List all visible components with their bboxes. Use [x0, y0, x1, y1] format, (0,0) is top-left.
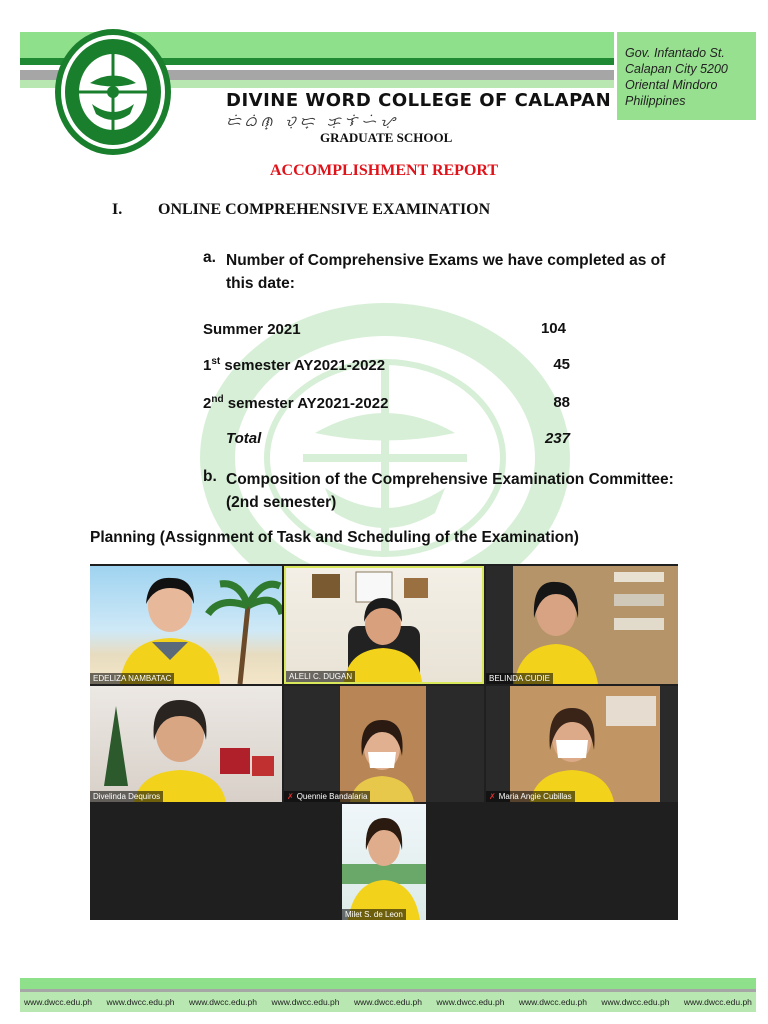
department-name: GRADUATE SCHOOL [320, 130, 453, 145]
college-seal-icon [54, 28, 172, 156]
footer-website-link[interactable]: www.dwcc.edu.ph [24, 997, 93, 1007]
item-a-text: Number of Comprehensive Exams we have completed as of this date: [226, 252, 666, 292]
address-box [617, 32, 756, 120]
participant-name: ALELI C. DUGAN [286, 671, 355, 682]
footer-band-green [20, 978, 756, 989]
participant-avatar [284, 686, 484, 802]
video-call-screenshot [90, 564, 678, 920]
exam-row-value: 104 [540, 320, 566, 337]
address-line: Oriental Mindoro [625, 78, 718, 92]
video-tile [342, 804, 426, 920]
footer-website-link[interactable]: www.dwcc.edu.ph [106, 997, 175, 1007]
participant-name: ✗ Maria Angie Cubillas [486, 791, 575, 802]
footer-website-link[interactable]: www.dwcc.edu.ph [188, 997, 258, 1007]
report-title: ACCOMPLISHMENT REPORT [270, 162, 499, 179]
exam-row-label: 1st semester AY2021-2022 [203, 356, 386, 374]
baybayin-script-line: ᜇᜒᜊᜒᜈ᜔ ᜏᜓᜇ᜔ ᜃᜓᜎᜒᜑᜒᜌᜓ [226, 114, 399, 130]
address-line: Philippines [625, 94, 686, 108]
participant-avatar [486, 566, 678, 684]
exam-row-value: 45 [553, 356, 570, 373]
address-line: Gov. Infantado St. [625, 46, 725, 60]
video-tile [90, 686, 282, 802]
section-title: ONLINE COMPREHENSIVE EXAMINATION [158, 201, 491, 218]
participant-name: Divelinda Dequiros [90, 791, 163, 802]
footer-link-bar [20, 992, 756, 1012]
video-tile [486, 566, 678, 684]
footer-website-link[interactable]: www.dwcc.edu.ph [683, 997, 752, 1007]
planning-heading: Planning (Assignment of Task and Scheduling of the Examination) [90, 529, 579, 546]
item-b-text: Composition of the Comprehensive Examination Committee: (2nd semester) [226, 471, 674, 511]
total-label: Total [226, 430, 262, 447]
mic-muted-icon: ✗ [287, 792, 294, 801]
mic-muted-icon: ✗ [489, 792, 496, 801]
participant-avatar [90, 566, 282, 684]
section-number: I. [112, 201, 123, 218]
footer-website-link[interactable]: www.dwcc.edu.ph [436, 997, 505, 1007]
item-a-marker: a. [203, 249, 216, 266]
video-tile [486, 686, 678, 802]
participant-avatar [90, 686, 282, 802]
video-tile [284, 566, 484, 684]
participant-name: Milet S. de Leon [342, 909, 406, 920]
address-line: Calapan City 5200 [625, 62, 728, 76]
footer-website-link[interactable]: www.dwcc.edu.ph [271, 997, 340, 1007]
video-tile [284, 686, 484, 802]
exam-row-label: Summer 2021 [203, 321, 301, 338]
footer-website-link[interactable]: www.dwcc.edu.ph [518, 997, 587, 1007]
video-tile [90, 566, 282, 684]
participant-name: EDELIZA NAMBATAC [90, 673, 174, 684]
participant-avatar [286, 568, 482, 682]
college-name: DIVINE WORD COLLEGE OF CALAPAN [226, 90, 612, 111]
footer-website-link[interactable]: www.dwcc.edu.ph [601, 997, 670, 1007]
exam-row-label: 2nd semester AY2021-2022 [203, 394, 389, 412]
participant-name: ✗ Quennie Bandalaria [284, 791, 370, 802]
participant-avatar [342, 804, 426, 920]
exam-row-value: 88 [553, 394, 570, 411]
footer-website-link[interactable]: www.dwcc.edu.ph [353, 997, 422, 1007]
participant-name: BELINDA CUDIE [486, 673, 553, 684]
item-b-marker: b. [203, 468, 217, 485]
participant-avatar [486, 686, 678, 802]
total-value: 237 [544, 430, 570, 447]
